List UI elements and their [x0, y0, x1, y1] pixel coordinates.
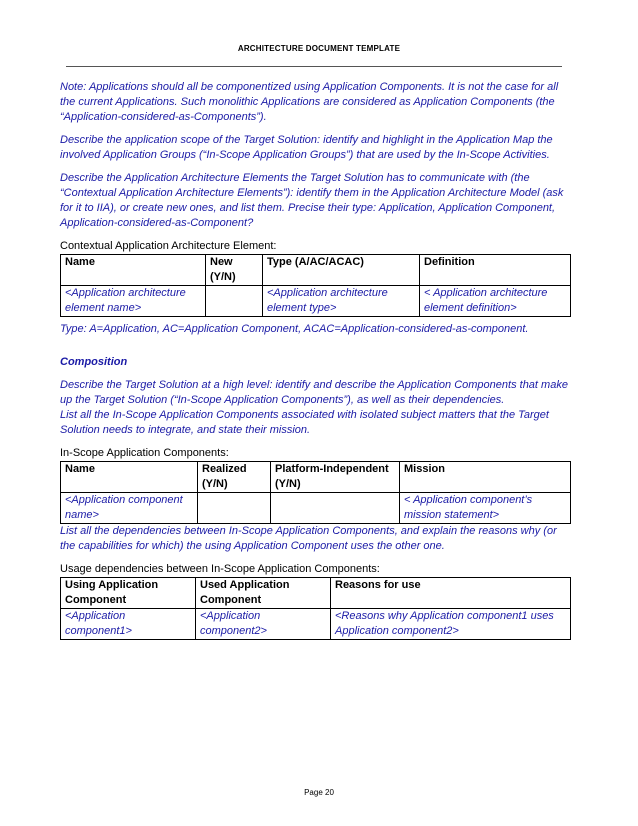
page-content — [60, 80, 570, 640]
table-header-row — [61, 255, 571, 286]
col-reasons: Reasons for use — [331, 578, 571, 609]
table1-caption: Contextual Application Architecture Element: — [60, 240, 277, 252]
col-new: New (Y/N) — [206, 255, 263, 286]
dependencies-instruction: List all the dependencies between In-Scope Application Components, and explain the reasons why (or the capabilities for which) the using Application Component uses the other one. — [60, 525, 557, 552]
table3-caption: Usage dependencies between In-Scope Application Components: — [60, 563, 380, 575]
col-platform-independent: Platform-Independent (Y/N) — [271, 462, 400, 493]
col-used-component: Used Application Component — [196, 578, 331, 609]
composition-description: Describe the Target Solution at a high level: identify and describe the Application Components that make up the Target Solution (“In-Scope Application Components”), as well as their dependencies. — [60, 379, 568, 406]
cell-name: <Application architecture element name> — [61, 286, 206, 317]
col-type: Type (A/AC/ACAC) — [263, 255, 420, 286]
composition-list-instruction: List all the In-Scope Application Components associated with isolated subject matters that the Target Solution needs to integrate, and state their mission. — [60, 409, 549, 436]
page-header: ARCHITECTURE DOCUMENT TEMPLATE — [237, 44, 401, 53]
note-application-scope: Describe the application scope of the Target Solution: identify and highlight in the Application Map the involved Application Groups (“In-Scope Application Groups”) that are used by the In-Scope Activities. — [60, 134, 553, 161]
cell-using-component: <Application component1> — [61, 609, 196, 640]
cell-used-component: <Application component2> — [196, 609, 331, 640]
col-name: Name — [61, 462, 198, 493]
table-header-row — [61, 462, 571, 493]
cell-definition: < Application architecture element definition> — [420, 286, 571, 317]
usage-dependencies-table — [60, 577, 571, 640]
page-number: Page 20 — [304, 788, 334, 797]
cell-mission: < Application component’s mission statement> — [400, 493, 571, 524]
cell-reasons: <Reasons why Application component1 uses Application component2> — [331, 609, 571, 640]
col-realized: Realized (Y/N) — [198, 462, 271, 493]
header-divider — [66, 66, 562, 67]
col-definition: Definition — [420, 255, 571, 286]
cell-name: <Application component name> — [61, 493, 198, 524]
table-header-row — [61, 578, 571, 609]
section-title-composition: Composition — [60, 356, 128, 368]
cell-type: <Application architecture element type> — [263, 286, 420, 317]
cell-platform-independent — [271, 493, 400, 524]
type-legend: Type: A=Application, AC=Application Component, ACAC=Application-considered-as-component. — [60, 323, 529, 335]
col-using-component: Using Application Component — [61, 578, 196, 609]
col-name: Name — [61, 255, 206, 286]
table-row — [61, 286, 571, 317]
table-row — [61, 609, 571, 640]
cell-realized — [198, 493, 271, 524]
table2-caption: In-Scope Application Components: — [60, 447, 229, 459]
note-contextual-elements: Describe the Application Architecture Elements the Target Solution has to communicate with (the “Contextual Application Architecture Elements”): identify them in the Application Architecture Model (ask for it to IIA), or create new ones, and list them. Precise their type: Application, Application Component, Application-considered-as-Component? — [60, 172, 564, 229]
cell-new — [206, 286, 263, 317]
col-mission: Mission — [400, 462, 571, 493]
in-scope-components-table — [60, 461, 571, 524]
contextual-elements-table — [60, 254, 571, 317]
spacer — [60, 337, 570, 355]
table-row — [61, 493, 571, 524]
note-componentization: Note: Applications should all be componentized using Application Components. It is not the case for all the current Applications. Such monolithic Applications are considered as Application Components (the “Application-considered-as-Components”). — [60, 81, 559, 123]
